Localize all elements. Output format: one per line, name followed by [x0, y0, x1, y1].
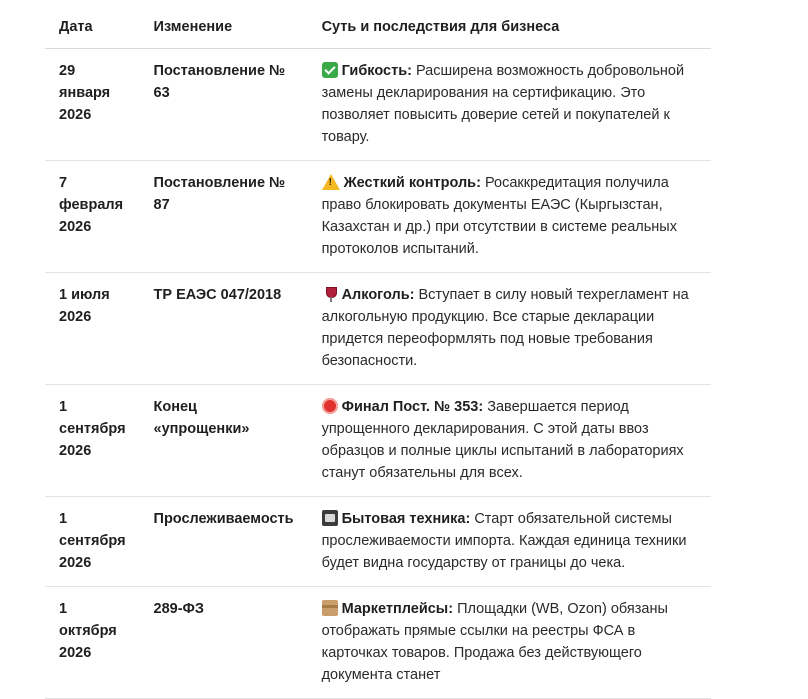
package-icon [322, 600, 338, 616]
row-change: Конец «упрощенки» [140, 385, 308, 497]
row-text: Площадки (WB, Ozon) обязаны отображать прямые ссылки на реестры ФСА в карточках товаров. Продажа без действующего документа станет [321, 601, 668, 683]
row-change: ТР ЕАЭС 047/2018 [140, 273, 308, 385]
row-description [308, 385, 711, 497]
row-change: Прослеживаемость [140, 497, 308, 587]
header-date: Дата [45, 8, 140, 49]
table-row [45, 587, 711, 699]
row-label: Бытовая техника: [341, 511, 471, 527]
tv-icon [322, 510, 338, 526]
row-change: Постановление № 87 [140, 161, 308, 273]
table-row [45, 385, 711, 497]
stop-circle-icon [322, 398, 338, 414]
header-essence: Суть и последствия для бизнеса [308, 8, 711, 49]
row-label: Финал Пост. № 353: [341, 399, 484, 415]
row-text: Старт обязательной системы прослеживаемости импорта. Каждая единица техники будет видна государству от границы до чека. [321, 511, 687, 571]
check-mark-icon [322, 62, 338, 78]
row-date: 1 октября 2026 [45, 587, 140, 699]
warning-icon [322, 174, 340, 190]
row-text: Вступает в силу новый техрегламент на алкогольную продукцию. Все старые декларации придется переоформлять под новые требования безопасности. [321, 287, 689, 369]
regulation-changes-table [45, 8, 711, 699]
table-row [45, 273, 711, 385]
table-row [45, 49, 711, 161]
row-label: Жесткий контроль: [343, 175, 481, 191]
header-change: Изменение [140, 8, 308, 49]
row-description [308, 49, 711, 161]
row-description [308, 273, 711, 385]
table-header-row [45, 8, 711, 49]
row-label: Маркетплейсы: [341, 601, 454, 617]
row-date: 7 февраля 2026 [45, 161, 140, 273]
row-change: 289-ФЗ [140, 587, 308, 699]
row-text: Расширена возможность добровольной замены декларирования на сертификацию. Это позволяет повысить доверие сетей и покупателей к товару. [321, 63, 685, 145]
row-description [308, 497, 711, 587]
row-date: 29 января 2026 [45, 49, 140, 161]
row-date: 1 сентября 2026 [45, 497, 140, 587]
table-row [45, 497, 711, 587]
table-row [45, 161, 711, 273]
row-date: 1 июля 2026 [45, 273, 140, 385]
row-label: Гибкость: [341, 63, 412, 79]
row-text: Завершается период упрощенного декларирования. С этой даты ввоз образцов и полные циклы испытаний в лабораториях станут обязательны для всех. [321, 399, 684, 481]
row-label: Алкоголь: [341, 287, 415, 303]
wine-glass-icon [322, 286, 338, 302]
row-change: Постановление № 63 [140, 49, 308, 161]
row-text: Росаккредитация получила право блокировать документы ЕАЭС (Кыргызстан, Казахстан и др.) при отсутствии в системе реальных протоколов испытаний. [321, 175, 677, 257]
row-date: 1 сентября 2026 [45, 385, 140, 497]
row-description [308, 161, 711, 273]
row-description [308, 587, 711, 699]
